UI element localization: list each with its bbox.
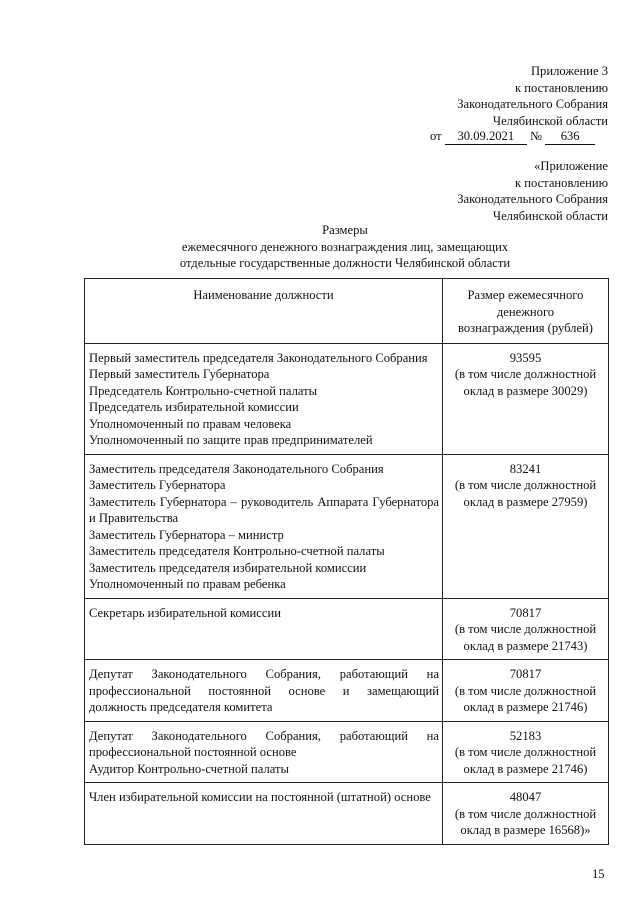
table-header-row — [85, 279, 609, 344]
position-title: Председатель избирательной комиссии — [89, 400, 299, 414]
position-title: Первый заместитель председателя Законодательного Собрания — [89, 350, 428, 365]
resolution-number: 636 — [545, 129, 595, 145]
salary-note: оклад в размере 27959) — [463, 494, 588, 509]
position-title: Член избирательной комиссии на постоянной (штатной) основе — [89, 790, 431, 804]
position-cell — [85, 454, 443, 598]
salary-cell — [443, 343, 609, 454]
salary-note: оклад в размере 16568)» — [460, 823, 591, 837]
position-title: Первый заместитель Губернатора — [89, 367, 270, 381]
position-title: Заместитель председателя избирательной комиссии — [89, 560, 367, 575]
position-title: Аудитор Контрольно-счетной палаты — [89, 761, 289, 776]
salary-column-header — [443, 279, 609, 344]
appendix-line: к постановлению — [514, 80, 608, 95]
position-title: Уполномоченный по правам человека — [89, 416, 292, 431]
salary-note: (в том числе должностной — [454, 622, 597, 636]
salary-note: (в том числе должностной — [454, 806, 597, 821]
position-title: Депутат Законодательного Собрания, работающий на профессиональной постоянной основе — [89, 728, 439, 759]
previous-appendix-header — [457, 158, 608, 224]
appendix-line: Приложение 3 — [530, 64, 608, 78]
title-line: отдельные государственные должности Челябинской области — [179, 256, 511, 270]
title-line: Размеры — [322, 223, 368, 237]
salary-amount: 48047 — [509, 790, 542, 804]
position-title: Депутат Законодательного Собрания, работающий на профессиональной постоянной основе и замещающий должность председателя комитета — [89, 667, 439, 714]
table-row — [85, 598, 609, 660]
appendix-line: Челябинской области — [492, 113, 608, 128]
salary-amount: 70817 — [509, 667, 542, 681]
salary-amount: 93595 — [509, 350, 542, 365]
salary-amount: 70817 — [509, 605, 542, 620]
position-title: Заместитель Губернатора – министр — [89, 527, 284, 542]
salary-table — [84, 278, 609, 845]
table-row — [85, 783, 609, 845]
position-title: Заместитель Губернатора — [89, 478, 226, 492]
position-title: Уполномоченный по защите прав предпринимателей — [89, 433, 373, 447]
salary-note: оклад в размере 21746) — [463, 761, 588, 776]
salary-cell — [443, 454, 609, 598]
salary-note: (в том числе должностной — [454, 745, 597, 759]
salary-note: (в том числе должностной — [454, 367, 597, 381]
resolution-date: 30.09.2021 — [445, 129, 527, 145]
salary-cell — [443, 598, 609, 660]
position-title: Секретарь избирательной комиссии — [89, 605, 281, 620]
salary-header-line: вознаграждения (рублей) — [458, 321, 593, 335]
from-label: от — [430, 129, 442, 143]
previous-appendix-line: «Приложение — [534, 159, 608, 173]
position-title: Заместитель Губернатора – руководитель Аппарата Губернатора и Правительства — [89, 494, 439, 525]
salary-header-line: Размер ежемесячного — [467, 288, 584, 302]
position-cell — [85, 598, 443, 660]
salary-cell — [443, 783, 609, 845]
table-row — [85, 343, 609, 454]
salary-note: оклад в размере 21746) — [463, 700, 588, 714]
previous-appendix-line: Челябинской области — [492, 208, 608, 223]
salary-amount: 83241 — [509, 461, 542, 476]
table-row — [85, 454, 609, 598]
salary-cell — [443, 721, 609, 783]
salary-note: оклад в размере 21743) — [463, 638, 588, 653]
position-column-header: Наименование должности — [85, 279, 443, 344]
salary-note: (в том числе должностной — [454, 478, 597, 492]
title-line: ежемесячного денежного вознаграждения лиц, замещающих — [181, 239, 509, 254]
table-row — [85, 660, 609, 722]
appendix-header — [457, 63, 608, 129]
previous-appendix-line: Законодательного Собрания — [457, 192, 608, 206]
position-cell — [85, 660, 443, 722]
salary-note: (в том числе должностной — [454, 683, 597, 698]
resolution-date-line — [430, 128, 610, 145]
salary-note: оклад в размере 30029) — [463, 383, 588, 398]
page-number: 15 — [592, 867, 605, 881]
salary-cell — [443, 660, 609, 722]
table-row — [85, 721, 609, 783]
document-title — [80, 222, 610, 272]
position-title: Председатель Контрольно-счетной палаты — [89, 383, 318, 398]
appendix-line: Законодательного Собрания — [457, 97, 608, 111]
position-cell — [85, 721, 443, 783]
position-title: Уполномоченный по правам ребенка — [89, 577, 286, 591]
position-cell — [85, 343, 443, 454]
number-label: № — [529, 129, 542, 143]
salary-amount: 52183 — [509, 728, 542, 743]
position-title: Заместитель председателя Контрольно-счетной палаты — [89, 544, 385, 558]
salary-header-line: денежного — [496, 304, 555, 319]
previous-appendix-line: к постановлению — [514, 175, 608, 190]
position-title: Заместитель председателя Законодательного Собрания — [89, 461, 384, 476]
position-cell — [85, 783, 443, 845]
